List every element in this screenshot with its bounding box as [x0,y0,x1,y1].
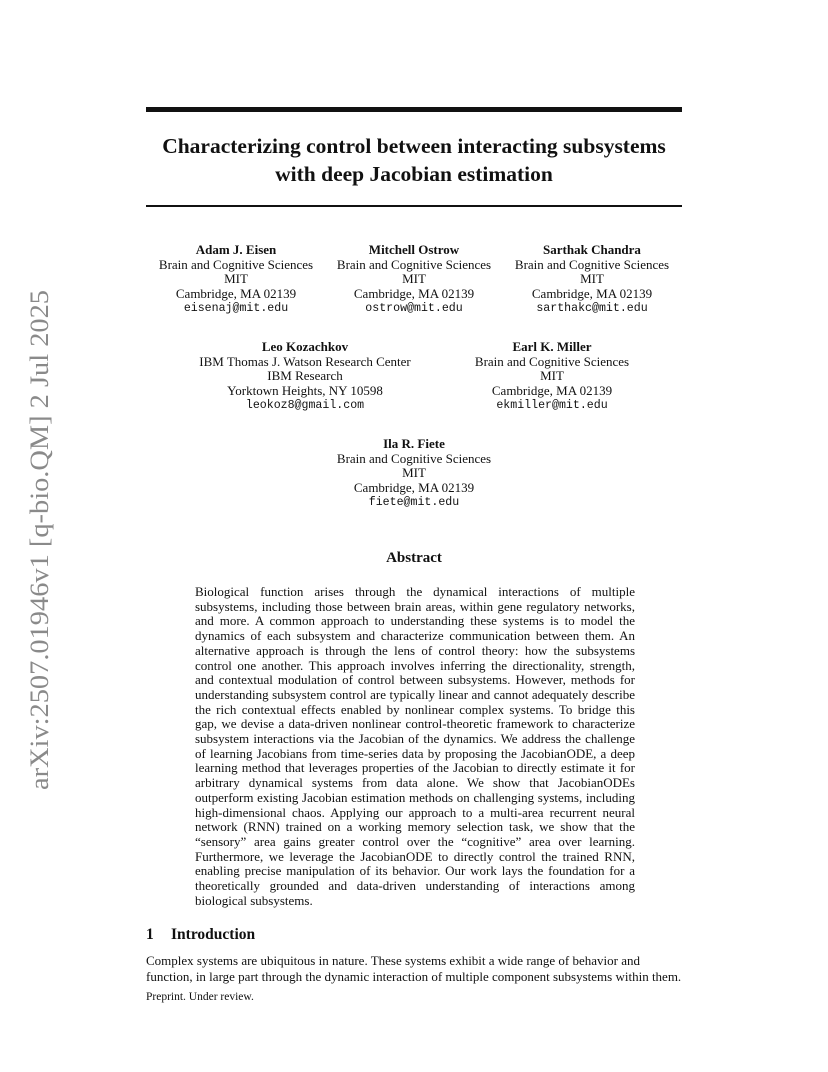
author-email[interactable]: ekmiller@mit.edu [496,398,608,412]
author-dept: Brain and Cognitive Sciences [336,450,492,466]
intro-paragraph [146,953,684,985]
author-name: Adam J. Eisen [195,242,277,257]
author-location: Cambridge, MA 02139 [175,286,297,302]
author-inst: IBM Research [267,368,343,384]
author-block [146,243,326,317]
section-title: Introduction [171,926,256,943]
author-dept: Brain and Cognitive Sciences [158,256,314,272]
title-line-1: Characterizing control between interacting subsystems [162,134,666,158]
author-email[interactable]: eisenaj@mit.edu [183,301,289,315]
author-email[interactable]: fiete@mit.edu [368,495,460,509]
author-location: Yorktown Heights, NY 10598 [227,383,383,399]
paper-title [120,132,708,188]
title-bottom-rule [146,205,682,207]
intro-line: Complex systems are ubiquitous in nature. These systems exhibit a wide range of behavior and [146,953,641,968]
title-line-2: with deep Jacobian estimation [275,162,553,186]
author-location: Cambridge, MA 02139 [531,286,653,302]
intro-line: function, in large part through the dynamic interaction of multiple component subsystems within them. [146,969,682,984]
abstract-text: Biological function arises through the dynamical interactions of multiple subsystems, including those between brain areas, within gene regulatory networks, and more. A common approach to understanding these systems is to model the dynamics of each subsystem and characterize communication between them. An alternative approach is through the lens of control theory: how the subsystems control one another. This approach involves inferring the directionality, strength, and contextual modulation of control between subsystems. However, methods for understanding subsystem control are typically linear and cannot adequately describe the rich contextual effects enabled by nonlinear complex systems. To bridge this gap, we devise a data-driven nonlinear control-theoretic framework to characterize subsystem interactions via the Jacobian of the dynamics. We address the challenge of learning Jacobians from time-series data by proposing the JacobianODE, a deep learning method that leverages properties of the Jacobian to directly estimate it for arbitrary dynamical systems from data alone. We show that JacobianODEs outperform existing Jacobian estimation methods on challenging systems, including high-dimensional chaos. Applying our approach to a multi-area recurrent neural network (RNN) trained on a working memory selection task, we show that the “sensory” area gains greater control over the “cognitive” area over learning. Furthermore, we leverage the JacobianODE to directly control the trained RNN, enabling precise manipulation of its behavior. Our work lays the foundation for a theoretically grounded and data-driven understanding of interactions among biological subsystems. [195,584,635,908]
author-inst: MIT [402,271,426,287]
author-dept: IBM Thomas J. Watson Research Center [199,353,411,369]
author-block [324,437,504,511]
abstract-heading: Abstract [386,550,442,566]
author-dept: Brain and Cognitive Sciences [514,256,670,272]
author-name: Earl K. Miller [512,339,592,354]
author-block [502,243,682,317]
author-name: Mitchell Ostrow [368,242,460,257]
author-email[interactable]: leokoz8@gmail.com [245,398,365,412]
arxiv-id-text: arXiv:2507.01946v1 [q-bio.QM] 2 Jul 2025 [25,332,54,790]
author-location: Cambridge, MA 02139 [353,480,475,496]
author-dept: Brain and Cognitive Sciences [474,353,630,369]
author-name: Sarthak Chandra [543,242,641,257]
author-name: Ila R. Fiete [383,436,445,451]
author-inst: MIT [540,368,564,384]
title-top-rule [146,107,682,112]
arxiv-sidebar-id [18,290,52,790]
author-inst: MIT [402,465,426,481]
preprint-footer: Preprint. Under review. [146,991,254,1003]
author-inst: MIT [224,271,248,287]
author-location: Cambridge, MA 02139 [353,286,475,302]
author-inst: MIT [580,271,604,287]
author-name: Leo Kozachkov [261,339,349,354]
section-number: 1 [146,926,154,943]
author-email[interactable]: sarthakc@mit.edu [536,301,648,315]
author-block [462,340,642,414]
author-block [185,340,425,414]
author-email[interactable]: ostrow@mit.edu [365,301,463,315]
author-location: Cambridge, MA 02139 [491,383,613,399]
author-dept: Brain and Cognitive Sciences [336,256,492,272]
author-block [324,243,504,317]
